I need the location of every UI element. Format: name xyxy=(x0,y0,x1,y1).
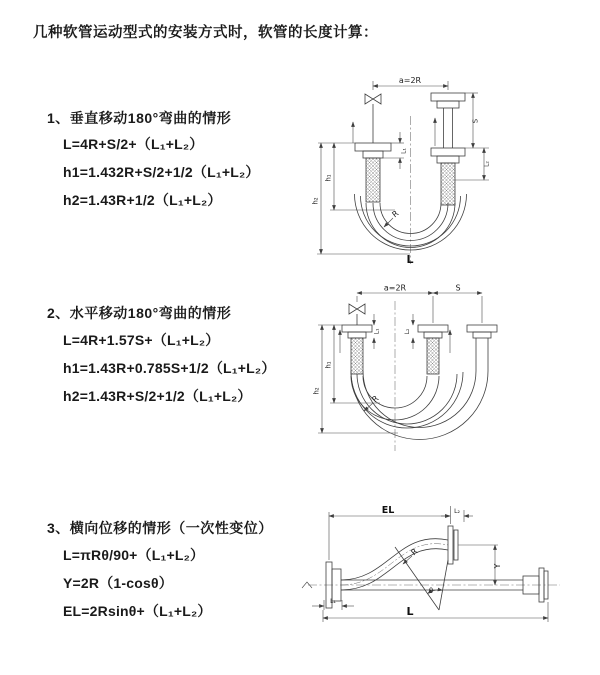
dim-label-l2: L₂ xyxy=(404,328,411,335)
dim-label-l1: L₁ xyxy=(400,148,408,154)
section-2-heading: 2、水平移动180°弯曲的情形 xyxy=(47,305,232,321)
dimension-lines xyxy=(312,506,548,622)
hose-geometry xyxy=(326,526,548,610)
page-title: 几种软管运动型式的安装方式时，软管的长度计算： xyxy=(33,25,378,41)
valve-icon xyxy=(357,304,365,314)
dim-label-h2: h₂ xyxy=(312,387,321,395)
section-3-formula-L: L=πRθ/90+（L₁+L₂） xyxy=(63,547,205,563)
dim-label-s: S xyxy=(455,283,461,293)
dim-label-l1: L₁ xyxy=(373,328,381,335)
dim-label-a2r: a=2R xyxy=(398,76,422,85)
section-1-formula-h1: h1=1.432R+S/2+1/2（L₁+L₂） xyxy=(63,164,260,180)
braided-hose-section xyxy=(441,163,455,205)
dimension-lines xyxy=(317,81,489,254)
section-2-formula-h2: h2=1.43R+S/2+1/2（L₁+L₂） xyxy=(63,388,252,404)
dim-label-l2: L₂ xyxy=(454,508,460,515)
section-1-formula-L: L=4R+S/2+（L₁+L₂） xyxy=(63,136,204,152)
dim-label-theta: θ xyxy=(428,587,434,595)
section-2-formula-h1: h1=1.43R+0.785S+1/2（L₁+L₂） xyxy=(63,360,276,376)
dim-label-r: R xyxy=(370,393,381,405)
diagram-horizontal-180-bend xyxy=(310,283,600,458)
dim-label-a2r: a=2R xyxy=(383,283,407,293)
section-2-formula-L: L=4R+1.57S+（L₁+L₂） xyxy=(63,332,220,348)
section-3-heading: 3、横向位移的情形（一次性变位） xyxy=(47,520,273,536)
dim-label-l: L xyxy=(406,253,414,266)
diagram-lateral-displacement xyxy=(298,492,598,652)
valve-icon xyxy=(373,94,381,104)
hose-geometry xyxy=(342,304,497,440)
dim-label-y: Y xyxy=(493,563,502,569)
braided-hose-section xyxy=(366,158,380,202)
dim-label-r: R xyxy=(409,546,420,558)
dimension-lines xyxy=(318,293,482,433)
dim-label-el: EL xyxy=(381,505,395,516)
diagram-vertical-180-bend xyxy=(310,68,595,268)
dim-label-l: L xyxy=(406,605,414,618)
dim-label-h2: h₂ xyxy=(311,197,320,205)
braided-hose-section xyxy=(427,338,439,374)
valve-icon xyxy=(349,304,357,314)
dim-label-r: R xyxy=(390,208,401,220)
section-3-formula-Y: Y=2R（1-cosθ） xyxy=(63,575,173,591)
section-3-formula-EL: EL=2Rsinθ+（L₁+L₂） xyxy=(63,603,212,619)
dim-label-l1: L₁ xyxy=(330,598,336,605)
valve-icon xyxy=(365,94,373,104)
section-1-heading: 1、垂直移动180°弯曲的情形 xyxy=(47,110,232,126)
dim-label-l2: L₂ xyxy=(483,161,491,167)
dim-label-h1: h₁ xyxy=(324,361,333,369)
braided-hose-section xyxy=(351,338,363,374)
dim-label-s: S xyxy=(471,118,480,124)
section-1-formula-h2: h2=1.43R+1/2（L₁+L₂） xyxy=(63,192,222,208)
dim-label-h1: h₁ xyxy=(324,174,333,182)
